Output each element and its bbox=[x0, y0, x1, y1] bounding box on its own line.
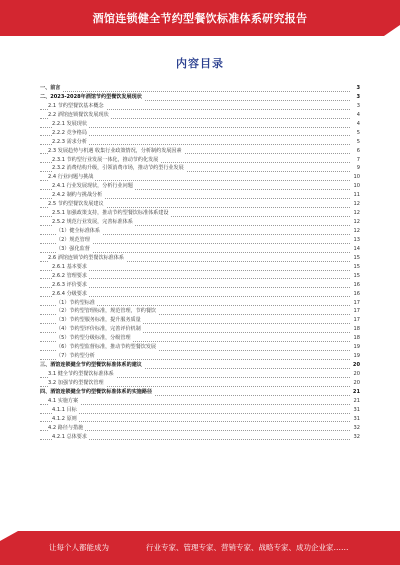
toc-entry[interactable] bbox=[40, 191, 360, 200]
toc-entry-page: 17 bbox=[350, 316, 360, 325]
toc-entry-text: 2.3.2 消费结构升级，引领消费市场，推动节约型行业发展 bbox=[52, 165, 184, 172]
toc-entry-text: 2.1 节约型餐饮基本概念 bbox=[48, 102, 104, 109]
toc-entry-page: 13 bbox=[350, 236, 360, 245]
toc-entry-text: 2.2.3 需求分析 bbox=[52, 138, 87, 145]
toc-entry-page: 16 bbox=[350, 281, 360, 290]
toc-leader-dots bbox=[40, 406, 350, 414]
toc-entry-text: 2.4.2 制约与挑战分析 bbox=[52, 192, 103, 199]
toc-entry[interactable] bbox=[40, 379, 360, 388]
toc-entry[interactable] bbox=[40, 156, 360, 165]
toc-entry-text: 四、酒馆连锁健全节约型餐饮标准体系的实施路径 bbox=[40, 388, 153, 395]
toc-entry-page: 12 bbox=[350, 227, 360, 236]
toc-entry[interactable] bbox=[40, 111, 360, 120]
toc-entry-text: （2）规范管理 bbox=[56, 236, 90, 243]
toc-entry[interactable] bbox=[40, 406, 360, 415]
toc-entry-page: 4 bbox=[350, 111, 360, 120]
toc-entry-page: 3 bbox=[350, 84, 360, 93]
toc-leader-dots bbox=[40, 424, 350, 432]
toc-entry-page: 10 bbox=[350, 182, 360, 191]
toc-entry-page: 20 bbox=[350, 379, 360, 388]
toc-entry-text: 2.5.2 规范行业发展，完善标准体系 bbox=[52, 219, 133, 226]
toc-entry-page: 15 bbox=[350, 272, 360, 281]
toc-entry-text: 4.1.2 原则 bbox=[52, 415, 77, 422]
toc-entry-text: 2.6.2 管理要求 bbox=[52, 272, 87, 279]
toc-entry-page: 15 bbox=[350, 263, 360, 272]
footer-slogan: 让每个人都能成为 bbox=[49, 543, 109, 552]
toc-entry[interactable] bbox=[40, 424, 360, 433]
toc-entry-text: 2.2.1 发展现状 bbox=[52, 120, 87, 127]
toc-entry[interactable] bbox=[40, 245, 360, 254]
report-title: 酒馆连锁健全节约型餐饮标准体系研究报告 bbox=[92, 12, 308, 25]
toc-entry-text: 2.3.1 节约型行业发展一体化，推动节约化发展 bbox=[52, 156, 159, 163]
footer-banner bbox=[0, 531, 400, 565]
toc-entry[interactable] bbox=[40, 209, 360, 218]
footer-roles: 行业专家、管理专家、营销专家、战略专家、成功企业家…… bbox=[146, 543, 349, 552]
toc-entry-page: 19 bbox=[350, 352, 360, 361]
toc-entry-page: 12 bbox=[350, 200, 360, 209]
toc-entry-text: 三、酒馆连锁健全节约型餐饮标准体系的建议 bbox=[40, 362, 142, 369]
toc-entry[interactable] bbox=[40, 182, 360, 191]
toc-entry-page: 6 bbox=[350, 147, 360, 156]
toc-entry-text: （3）节约型服务标准，提升服务质量 bbox=[56, 317, 141, 324]
toc-entry-text: （1）节约型标准 bbox=[56, 299, 95, 306]
toc-entry[interactable] bbox=[40, 173, 360, 182]
toc-entry-page: 4 bbox=[350, 120, 360, 129]
toc-entry-text: 2.6.1 基本要求 bbox=[52, 263, 87, 270]
toc-entry-page: 12 bbox=[350, 209, 360, 218]
toc-title: 内容目录 bbox=[176, 57, 224, 70]
toc-leader-dots bbox=[40, 397, 350, 405]
toc-leader-dots bbox=[40, 415, 350, 423]
toc-entry-text: 2.6.3 评价要求 bbox=[52, 281, 87, 288]
toc-entry[interactable] bbox=[40, 138, 360, 147]
toc-entry[interactable] bbox=[40, 361, 360, 370]
toc-entry[interactable] bbox=[40, 316, 360, 325]
toc-entry[interactable] bbox=[40, 307, 360, 316]
toc-entry-page: 21 bbox=[350, 397, 360, 406]
toc-entry-text: 二、2023-2028年酒馆节约型餐饮发展现状 bbox=[40, 93, 142, 100]
toc-entry[interactable] bbox=[40, 299, 360, 308]
toc-entry[interactable] bbox=[40, 147, 360, 156]
toc-entry-text: 3.2 加强节约型餐饮管理 bbox=[48, 379, 104, 386]
toc-entry-page: 32 bbox=[350, 433, 360, 442]
toc-entry[interactable] bbox=[40, 84, 360, 93]
toc-entry[interactable] bbox=[40, 343, 360, 352]
toc-entry-page: 14 bbox=[350, 245, 360, 254]
toc-entry-text: （2）节约型管理标准，规范管理，节约餐饮 bbox=[56, 308, 157, 315]
toc-entry-text: 一、前言 bbox=[40, 85, 61, 91]
footer-corner-decoration bbox=[0, 531, 18, 541]
toc-entry-text: （1）健全标准体系 bbox=[56, 228, 100, 234]
toc-entry[interactable] bbox=[40, 102, 360, 111]
toc-entry[interactable] bbox=[40, 334, 360, 343]
toc-entry-text: 2.4 行业问题与挑战 bbox=[48, 174, 94, 181]
toc-entry-page: 32 bbox=[350, 424, 360, 433]
toc-entry-text: 4.2.1 总体要求 bbox=[52, 433, 87, 440]
toc-entry-text: 3.1 健全节约型餐饮标准体系 bbox=[48, 371, 114, 377]
toc-entry-page: 7 bbox=[350, 156, 360, 165]
toc-entry[interactable] bbox=[40, 281, 360, 290]
toc-entry-page: 31 bbox=[350, 406, 360, 415]
toc-entry[interactable] bbox=[40, 433, 360, 442]
toc-entry-page: 31 bbox=[350, 415, 360, 424]
toc-entry-page: 17 bbox=[350, 307, 360, 316]
toc-entry-text: （7）节约型分析 bbox=[56, 353, 95, 360]
toc-entry-text: 4.1 实施方案 bbox=[48, 397, 79, 404]
toc-entry[interactable] bbox=[40, 388, 360, 397]
header-banner bbox=[0, 0, 400, 36]
toc-entry[interactable] bbox=[40, 218, 360, 227]
toc-entry[interactable] bbox=[40, 236, 360, 245]
toc-entry-text: 2.6.4 分级要求 bbox=[52, 290, 87, 297]
toc-entry-text: 4.1.1 目标 bbox=[52, 406, 77, 413]
toc-entry[interactable] bbox=[40, 290, 360, 299]
toc-entry[interactable] bbox=[40, 164, 360, 173]
toc-entry[interactable] bbox=[40, 129, 360, 138]
toc-entry-text: （4）节约型评价标准，完善评价机制 bbox=[56, 326, 141, 333]
toc-entry-page: 3 bbox=[350, 102, 360, 111]
toc-entry-page: 3 bbox=[350, 93, 360, 102]
toc-entry[interactable] bbox=[40, 254, 360, 263]
toc-entry-text: 2.6 酒馆连锁节约型餐饮标准体系 bbox=[48, 254, 124, 261]
toc-entry[interactable] bbox=[40, 415, 360, 424]
toc-entry[interactable] bbox=[40, 272, 360, 281]
toc-entry-text: （6）节约型监督标准，推动节约型餐饮发展 bbox=[56, 344, 157, 351]
toc-entry[interactable] bbox=[40, 93, 360, 102]
toc-entry-text: 2.2 酒馆连锁餐饮发展现状 bbox=[48, 111, 109, 118]
toc-entry[interactable] bbox=[40, 227, 360, 236]
toc-entry[interactable] bbox=[40, 120, 360, 129]
toc-entry-page: 11 bbox=[350, 191, 360, 200]
toc-entry-page: 5 bbox=[350, 138, 360, 147]
toc-entry-text: （5）节约型分级标准，分级管理 bbox=[56, 335, 131, 342]
toc-entry-page: 18 bbox=[350, 334, 360, 343]
toc-entry-text: 2.3 发展趋势与机遇 收集行业政策情况，分析制约发展因素 bbox=[48, 147, 182, 154]
toc-entry-page: 10 bbox=[350, 173, 360, 182]
banner-corner-decoration bbox=[384, 25, 400, 36]
toc-entry-text: 2.4.1 行业发展现状，分析行业问题 bbox=[52, 183, 133, 190]
toc-entry-page: 9 bbox=[350, 164, 360, 173]
toc-entry[interactable] bbox=[40, 397, 360, 406]
toc-entry[interactable] bbox=[40, 263, 360, 272]
toc-entry-text: 2.2.2 竞争格局 bbox=[52, 129, 87, 136]
table-of-contents bbox=[40, 84, 360, 442]
toc-entry-text: （3）强化监督 bbox=[56, 245, 90, 252]
toc-entry-page: 17 bbox=[350, 299, 360, 308]
toc-entry[interactable] bbox=[40, 200, 360, 209]
toc-entry-text: 2.5 节约型餐饮发展建议 bbox=[48, 201, 104, 208]
toc-entry-page: 20 bbox=[350, 361, 360, 370]
toc-entry-page: 12 bbox=[350, 218, 360, 227]
toc-entry-page: 21 bbox=[350, 388, 360, 397]
toc-entry-page: 15 bbox=[350, 254, 360, 263]
toc-entry-text: 2.5.1 加强政策支持，推动节约型餐饮标准体系建设 bbox=[52, 210, 169, 217]
toc-entry-page: 16 bbox=[350, 290, 360, 299]
toc-entry-page: 19 bbox=[350, 343, 360, 352]
toc-entry-text: 4.2 路径与措施 bbox=[48, 424, 84, 431]
toc-entry-page: 20 bbox=[350, 370, 360, 379]
toc-entry[interactable] bbox=[40, 370, 360, 379]
toc-entry-page: 5 bbox=[350, 129, 360, 138]
toc-entry-page: 18 bbox=[350, 325, 360, 334]
toc-leader-dots bbox=[40, 84, 350, 92]
toc-entry[interactable] bbox=[40, 325, 360, 334]
toc-entry[interactable] bbox=[40, 352, 360, 361]
